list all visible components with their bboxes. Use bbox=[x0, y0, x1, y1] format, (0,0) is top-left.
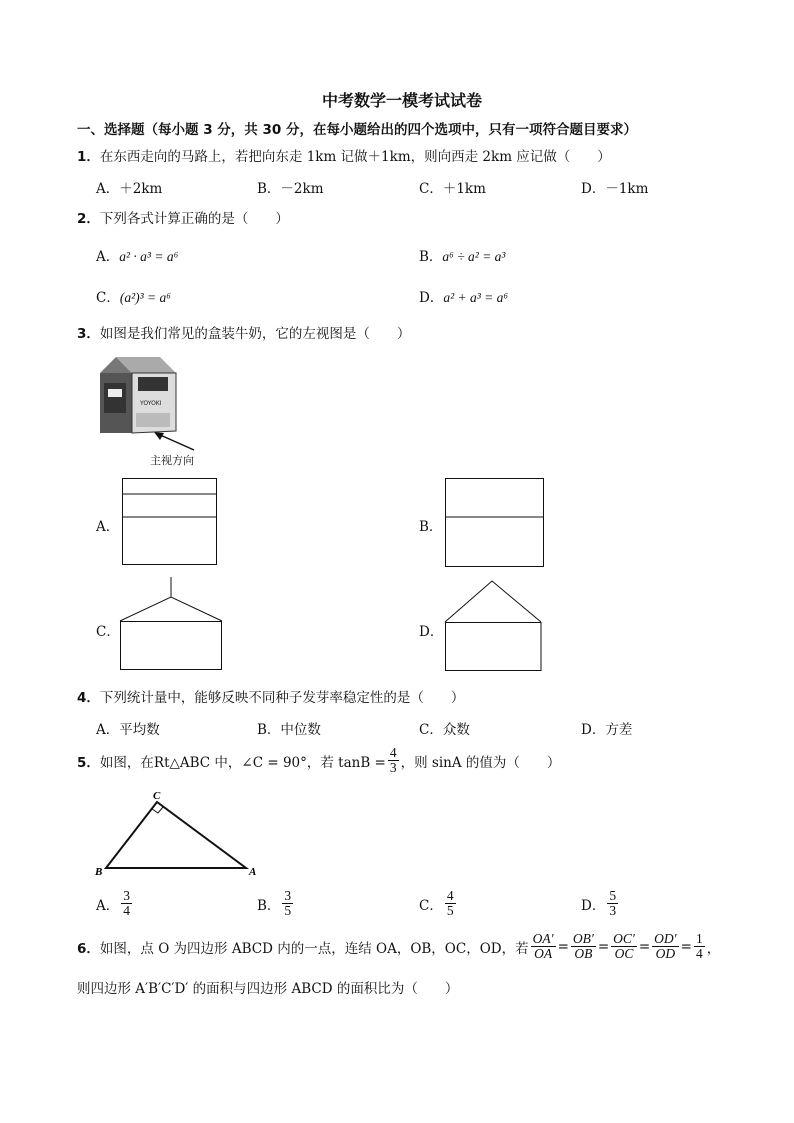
question-text-prefix: 如图，在Rt△ABC 中，∠C = 90°，若 tanB = bbox=[99, 754, 386, 771]
vertex-c-label: C bbox=[153, 790, 161, 802]
denominator: 4 bbox=[695, 946, 703, 962]
option-c bbox=[96, 286, 171, 306]
numerator: 3 bbox=[123, 888, 130, 903]
question-4 bbox=[77, 686, 464, 706]
option-label: A． bbox=[96, 249, 120, 265]
option-b: B． bbox=[419, 519, 443, 535]
denominator: 3 bbox=[609, 903, 617, 919]
question-number: 3． bbox=[77, 326, 100, 342]
numerator: 5 bbox=[609, 888, 617, 903]
option-b: B．中位数 bbox=[257, 722, 321, 738]
numerator: 1 bbox=[695, 931, 703, 946]
numerator: 3 bbox=[284, 888, 292, 903]
question-number: 6． bbox=[77, 940, 100, 957]
option-label: D． bbox=[581, 897, 606, 914]
fraction bbox=[388, 746, 399, 775]
option-b bbox=[419, 245, 505, 265]
question-number: 4． bbox=[77, 690, 100, 706]
option-fraction bbox=[282, 889, 293, 918]
option-d: D． bbox=[419, 624, 444, 640]
option-b: B．－2km bbox=[257, 181, 324, 197]
option-a: A． bbox=[96, 519, 120, 535]
option-c-figure bbox=[118, 577, 224, 672]
option-b bbox=[257, 889, 295, 918]
option-b-figure bbox=[445, 478, 545, 568]
denominator: 3 bbox=[389, 760, 397, 776]
denominator: OB bbox=[574, 946, 593, 962]
option-fraction bbox=[445, 889, 456, 918]
ratio-ob bbox=[571, 932, 596, 961]
question-number: 5． bbox=[77, 754, 100, 771]
option-label: A． bbox=[96, 897, 120, 914]
question-text-suffix: ，则 sinA 的值为（ ） bbox=[400, 754, 561, 771]
option-a-figure bbox=[122, 478, 218, 566]
ratio-od bbox=[652, 932, 678, 961]
denominator: 4 bbox=[123, 903, 130, 919]
question-number: 2． bbox=[77, 211, 100, 227]
option-d bbox=[581, 889, 620, 918]
option-label: C． bbox=[96, 290, 120, 306]
denominator: 5 bbox=[284, 903, 292, 919]
option-label: B． bbox=[419, 249, 443, 265]
page-title: 中考数学一模考试试卷 bbox=[322, 91, 483, 110]
option-c bbox=[419, 889, 458, 918]
question-text: 下列统计量中，能够反映不同种子发芽率稳定性的是（ ） bbox=[99, 690, 465, 706]
denominator: OA bbox=[534, 946, 553, 962]
option-label: C． bbox=[419, 897, 443, 914]
question-2 bbox=[77, 207, 289, 227]
numerator: OC′ bbox=[613, 931, 635, 946]
option-a bbox=[96, 245, 178, 265]
question-6: 6． 如图，点 O 为四边形 ABCD 内的一点，连结 OA，OB，OC，OD，若 $\frac{OA'}{OA}$ = $\frac{OB'}{OB}$ = $\frac{OC'}{OC}$ = $\frac{OD'}{OD}$ = $\frac{1}{4}$ ， bbox=[77, 931, 721, 962]
option-fraction bbox=[121, 889, 132, 918]
option-expression: a⁶ ÷ a² = a³ bbox=[442, 249, 506, 264]
question-text-prefix: 如图，点 O 为四边形 ABCD 内的一点，连结 OA，OB，OC，OD，若 bbox=[99, 940, 529, 957]
question-3 bbox=[77, 322, 410, 342]
vertex-a-label: A bbox=[249, 866, 257, 878]
question-text-suffix: ， bbox=[706, 940, 721, 957]
milk-carton-image bbox=[96, 353, 180, 437]
option-expression: a² + a³ = a⁶ bbox=[443, 290, 509, 305]
question-1 bbox=[77, 145, 611, 165]
denominator: OD bbox=[655, 946, 676, 962]
option-a bbox=[96, 889, 134, 918]
option-d: D．－1km bbox=[581, 181, 649, 197]
option-c: C．＋1km bbox=[419, 181, 486, 197]
denominator: 5 bbox=[446, 903, 454, 919]
section-header: 一、选择题（每小题 3 分，共 30 分，在每小题给出的四个选项中，只有一项符合题目要求） bbox=[77, 122, 637, 138]
question-5 bbox=[77, 746, 560, 775]
ratio-oa bbox=[531, 932, 556, 961]
option-d-figure bbox=[444, 580, 544, 672]
carton-label: YOYOKI bbox=[140, 400, 162, 407]
option-label: D． bbox=[419, 290, 444, 306]
option-c: C． bbox=[96, 624, 120, 640]
question-text: 下列各式计算正确的是（ ） bbox=[99, 211, 289, 227]
numerator: OD′ bbox=[654, 931, 677, 946]
option-a: A．平均数 bbox=[96, 722, 160, 738]
option-expression: a² · a³ = a⁶ bbox=[119, 249, 179, 264]
denominator: OC bbox=[614, 946, 634, 962]
option-d bbox=[419, 286, 508, 306]
option-c: C．众数 bbox=[419, 722, 470, 738]
ratio-value bbox=[694, 932, 705, 961]
numerator: 4 bbox=[446, 888, 454, 903]
option-expression: (a²)³ = a⁶ bbox=[119, 290, 171, 305]
ratio-oc bbox=[611, 932, 637, 961]
option-label: B． bbox=[257, 897, 281, 914]
question-text: 如图是我们常见的盒装牛奶，它的左视图是（ ） bbox=[99, 326, 411, 342]
numerator: OA′ bbox=[532, 931, 554, 946]
triangle-figure bbox=[94, 788, 264, 880]
arrow-icon bbox=[150, 430, 200, 454]
option-fraction bbox=[607, 889, 618, 918]
question-6-line2: 则四边形 A′B′C′D′ 的面积与四边形 ABCD 的面积比为（ ） bbox=[77, 981, 459, 997]
image-caption: 主视方向 bbox=[150, 454, 194, 467]
numerator: 4 bbox=[389, 745, 397, 760]
question-number: 1． bbox=[77, 149, 100, 165]
option-a: A．＋2km bbox=[96, 181, 163, 197]
question-text: 在东西走向的马路上，若把向东走 1km 记做＋1km，则向西走 2km 应记做（ ） bbox=[99, 149, 611, 165]
numerator: OB′ bbox=[572, 931, 594, 946]
option-d: D．方差 bbox=[581, 722, 633, 738]
vertex-b-label: B bbox=[95, 866, 103, 878]
